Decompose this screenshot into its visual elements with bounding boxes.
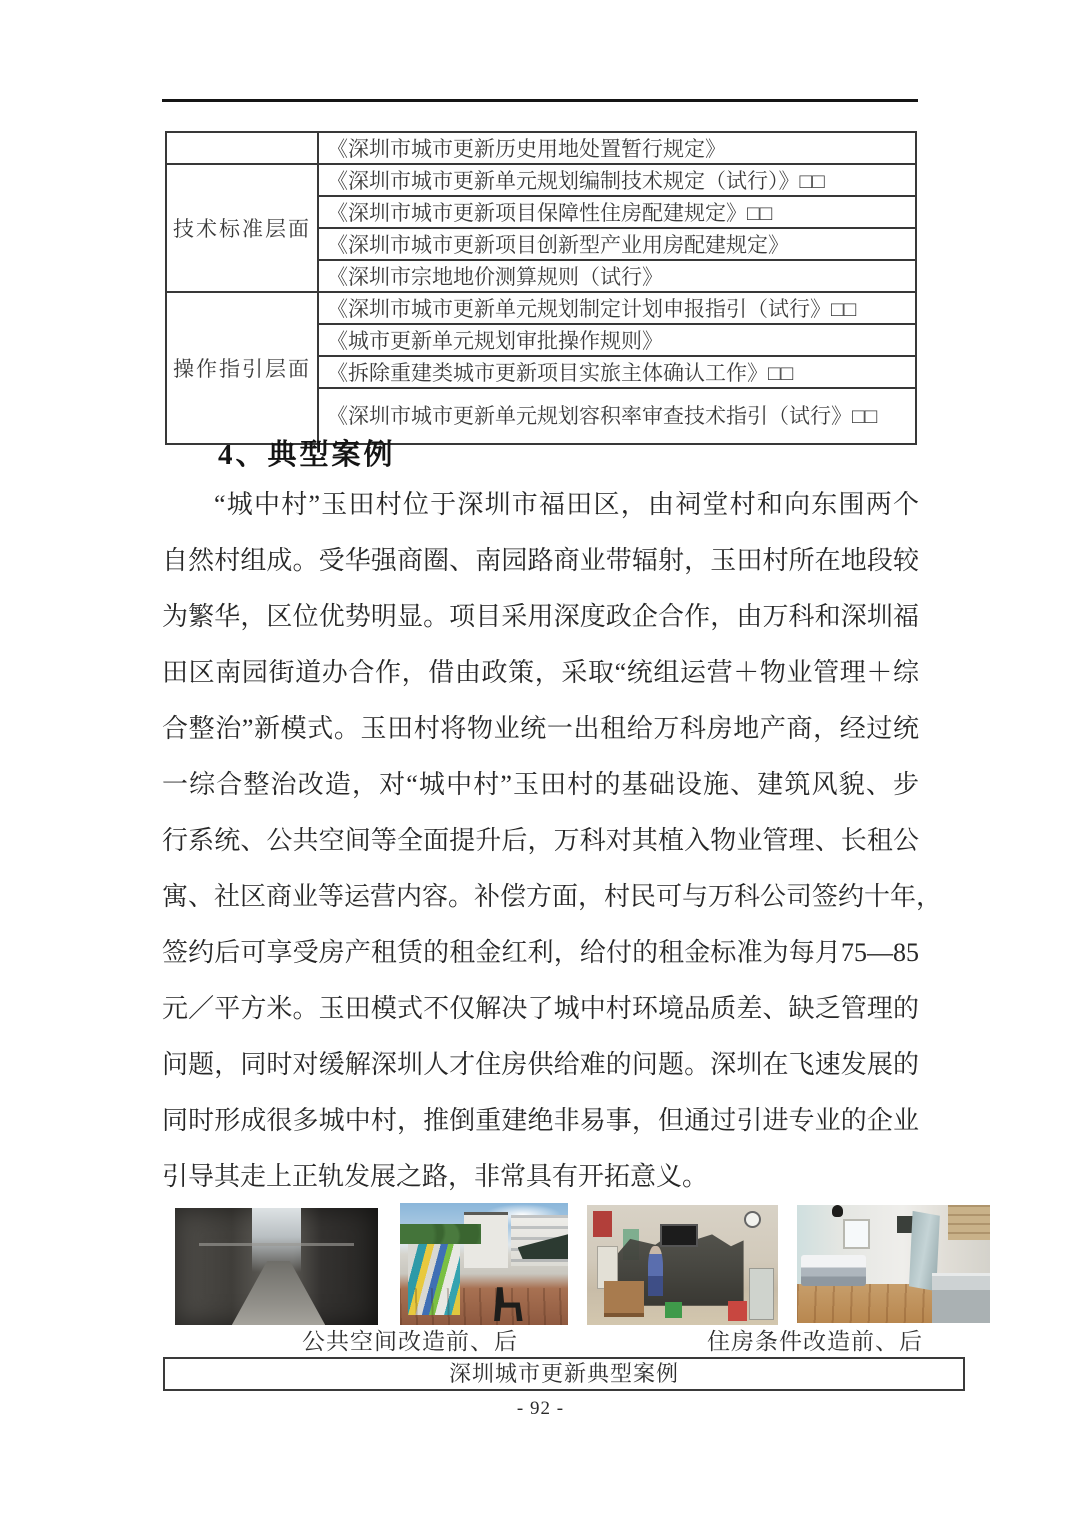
bright-window xyxy=(843,1219,870,1249)
doc-cell: 《深圳市城市更新单元规划制定计划申报指引（试行》□□ xyxy=(318,292,916,324)
old-tv xyxy=(660,1224,698,1247)
doc-cell: 《深圳市城市更新项目保障性住房配建规定》□□ xyxy=(318,196,916,228)
policy-table xyxy=(165,131,917,445)
table-row xyxy=(166,132,916,164)
wood-deck xyxy=(400,1288,568,1325)
caption-public-space: 公共空间改造前、后 xyxy=(302,1329,518,1354)
alley-path xyxy=(232,1261,325,1325)
steel-sink xyxy=(932,1273,990,1323)
alley-crossbeam xyxy=(199,1243,353,1246)
side-cabinet xyxy=(749,1268,774,1320)
body-paragraph xyxy=(162,477,943,1205)
figure-caption-text: 深圳城市更新典型案例 xyxy=(448,1361,679,1386)
paragraph-line: “城中村”玉田村位于深圳市福田区，由祠堂村和向东围两个 xyxy=(214,490,919,519)
wood-table xyxy=(604,1281,644,1316)
paragraph-line: 一综合整治改造，对“城中村”玉田村的基础设施、建筑风貌、步 xyxy=(162,770,919,799)
standing-person xyxy=(648,1246,663,1296)
paragraph-line: 引导其走上正轨发展之路，非常具有开拓意义。 xyxy=(162,1162,709,1191)
doc-cell: 《深圳市宗地地价测算规则（试行》 xyxy=(318,260,916,292)
page-number: - 92 - xyxy=(516,1398,565,1419)
wall-clock xyxy=(744,1211,761,1228)
table-row xyxy=(166,164,916,196)
header-rule xyxy=(162,99,918,102)
paragraph-line: 元／平方米。玉田模式不仅解决了城中村环境品质差、缺乏管理的 xyxy=(162,994,919,1023)
photo-housing-after xyxy=(797,1205,990,1323)
red-banner xyxy=(593,1211,612,1237)
category-cell-operation-guide: 操作指引层面 xyxy=(166,292,318,444)
paragraph-line: 问题，同时对缓解深圳人才住房供给难的问题。深圳在飞速发展的 xyxy=(162,1050,919,1079)
section-heading: 4、典型案例 xyxy=(218,439,396,471)
green-stool xyxy=(665,1302,682,1318)
figure-caption-box xyxy=(163,1357,965,1391)
paragraph-line: 田区南园街道办合作，借由政策，采取“统组运营＋物业管理＋综 xyxy=(162,658,919,687)
doc-cell: 《拆除重建类城市更新项目实旅主体确认工作》□□ xyxy=(318,356,916,388)
pendant-lamp xyxy=(832,1205,843,1217)
upper-cabinet xyxy=(948,1205,990,1240)
caption-housing: 住房条件改造前、后 xyxy=(707,1329,923,1354)
doc-cell: 《深圳市城市更新历史用地处置暂行规定》 xyxy=(318,132,916,164)
photo-public-space-after xyxy=(400,1203,568,1325)
doc-cell: 《深圳市城市更新单元规划编制技术规定（试行）》□□ xyxy=(318,164,916,196)
table-row xyxy=(166,292,916,324)
doc-cell: 《城市更新单元规划审批操作规则》 xyxy=(318,324,916,356)
category-cell-empty xyxy=(166,132,318,164)
doc-cell: 《深圳市城市更新项目创新型产业用房配建规定》 xyxy=(318,228,916,260)
category-cell-tech-standard: 技术标准层面 xyxy=(166,164,318,292)
photo-public-space-before xyxy=(175,1208,378,1325)
bed xyxy=(801,1255,867,1287)
paragraph-line: 为繁华，区位优势明显。项目采用深度政企合作，由万科和深圳福 xyxy=(162,602,919,631)
paragraph-line: 寓、社区商业等运营内容。补偿方面，村民可与万科公司签约十年， xyxy=(162,882,943,911)
paragraph-line: 行系统、公共空间等全面提升后，万科对其植入物业管理、长租公 xyxy=(162,826,919,855)
paragraph-line: 自然村组成。受华强商圈、南园路商业带辐射，玉田村所在地段较 xyxy=(162,546,919,575)
red-stool xyxy=(728,1301,747,1321)
doc-cell: 《深圳市城市更新单元规划容积率审查技术指引（试行》□□ xyxy=(318,388,916,444)
paragraph-line: 签约后可享受房产租赁的租金红利，给付的租金标准为每月75—85 xyxy=(162,938,919,967)
paragraph-line: 同时形成很多城中村，推倒重建绝非易事，但通过引进专业的企业 xyxy=(162,1106,919,1135)
paragraph-line: 合整治”新模式。玉田村将物业统一出租给万科房地产商，经过统 xyxy=(162,714,919,743)
green-plants xyxy=(400,1224,481,1245)
photo-housing-before xyxy=(587,1205,778,1325)
